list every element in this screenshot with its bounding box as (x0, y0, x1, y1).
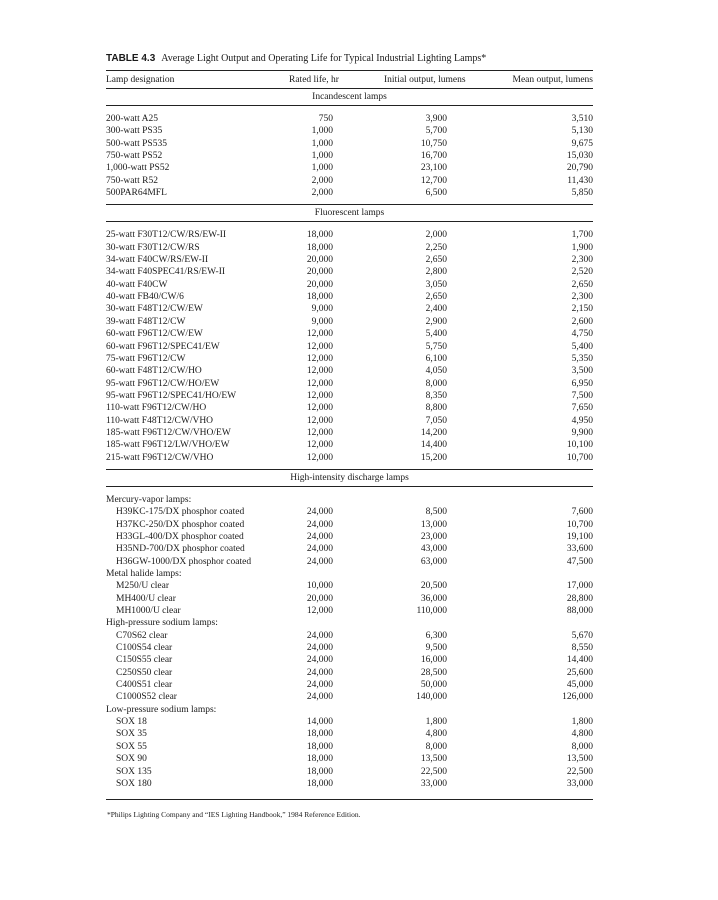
section-title (106, 90, 593, 104)
lamp-designation-cell: C70S62 clear (116, 630, 168, 641)
lamp-designation-cell: 1,000-watt PS52 (106, 163, 170, 174)
initial-output-cell: 20,500 (420, 581, 447, 592)
section-title-rule (106, 105, 593, 106)
table-body (106, 88, 593, 795)
mean-output-cell: 45,000 (566, 680, 593, 691)
table-row (106, 439, 593, 451)
table-bottom-rule (106, 799, 593, 800)
rated-life-cell: 20,000 (306, 267, 333, 278)
lamp-designation-cell: H33GL-400/DX phosphor coated (116, 531, 244, 542)
mean-output-cell: 10,700 (566, 519, 593, 530)
rated-life-cell: 9,000 (311, 304, 333, 315)
initial-output-cell: 43,000 (420, 544, 447, 555)
table-row (106, 162, 593, 174)
initial-output-cell: 2,400 (425, 304, 447, 315)
section-gap (106, 790, 593, 795)
table-header (106, 72, 593, 88)
table-caption (106, 52, 593, 66)
section-title (106, 206, 593, 220)
section-rule (106, 204, 593, 205)
group-heading: Low-pressure sodium lamps: (106, 704, 217, 715)
mean-output-cell: 126,000 (562, 692, 593, 703)
rated-life-cell: 12,000 (306, 390, 333, 401)
mean-output-cell: 1,800 (571, 717, 593, 728)
rated-life-cell: 1,000 (311, 151, 333, 162)
table-row (106, 113, 593, 125)
initial-output-cell: 2,000 (425, 230, 447, 241)
rated-life-cell: 2,000 (311, 188, 333, 199)
initial-output-cell: 33,000 (420, 778, 447, 789)
lamp-designation-cell: H35ND-700/DX phosphor coated (116, 544, 245, 555)
rated-life-cell: 1,000 (311, 163, 333, 174)
mean-output-cell: 2,300 (571, 292, 593, 303)
table-row (106, 266, 593, 278)
mean-output-cell: 7,650 (571, 403, 593, 414)
mean-output-cell: 2,650 (571, 279, 593, 290)
table-row (106, 642, 593, 654)
mean-output-cell: 5,350 (571, 353, 593, 364)
initial-output-cell: 5,750 (425, 341, 447, 352)
lamp-designation-cell: M250/U clear (116, 581, 170, 592)
mean-output-cell: 4,750 (571, 329, 593, 340)
lamp-designation-cell: 30-watt F48T12/CW/EW (106, 304, 203, 315)
lamp-designation-cell: 110-watt F48T12/CW/VHO (106, 415, 214, 426)
lamp-designation-cell: 25-watt F30T12/CW/RS/EW-II (106, 230, 227, 241)
initial-output-cell: 5,700 (425, 126, 447, 137)
document-page (106, 52, 593, 820)
table-row (106, 378, 593, 390)
mean-output-cell: 33,600 (566, 544, 593, 555)
rated-life-cell: 12,000 (306, 353, 333, 364)
table-row (106, 316, 593, 328)
table-row (106, 390, 593, 402)
rated-life-cell: 14,000 (306, 717, 333, 728)
table-row (106, 543, 593, 555)
rated-life-cell: 24,000 (306, 519, 333, 530)
initial-output-cell: 3,050 (425, 279, 447, 290)
initial-output-cell: 8,000 (425, 741, 447, 752)
initial-output-cell: 3,900 (425, 114, 447, 124)
mean-output-cell: 8,550 (571, 643, 593, 654)
section-title-text: High-intensity discharge lamps (290, 472, 409, 483)
lamp-designation-cell: SOX 135 (116, 766, 152, 777)
rated-life-cell: 12,000 (306, 366, 333, 377)
lamp-designation-cell: 75-watt F96T12/CW (106, 353, 186, 364)
mean-output-cell: 47,500 (566, 556, 593, 567)
mean-output-cell: 10,100 (566, 440, 593, 451)
lamp-designation-cell: 750-watt R52 (106, 175, 158, 186)
lamp-designation-cell: 60-watt F48T12/CW/HO (106, 366, 202, 377)
mean-output-cell: 3,510 (571, 114, 593, 124)
lamp-designation-cell: C400S51 clear (116, 680, 173, 691)
mean-output-cell: 9,675 (571, 138, 593, 149)
lamp-designation-cell: SOX 55 (116, 741, 147, 752)
rated-life-cell: 24,000 (306, 507, 333, 518)
table-row (106, 667, 593, 679)
table-row (106, 341, 593, 353)
lamp-designation-cell: 500-watt PS535 (106, 138, 167, 149)
mean-output-cell: 88,000 (566, 606, 593, 617)
section-title-rule (106, 486, 593, 487)
lamp-designation-cell: MH1000/U clear (116, 606, 181, 617)
mean-output-cell: 7,600 (571, 507, 593, 518)
table-row (106, 427, 593, 439)
header-initial-output: Initial output, lumens (384, 75, 466, 85)
section-rule (106, 88, 593, 89)
mean-output-cell: 5,130 (571, 126, 593, 137)
lamp-designation-cell: MH400/U clear (116, 593, 176, 604)
section-rows (106, 229, 593, 464)
table-row (106, 519, 593, 531)
lamp-designation-cell: SOX 35 (116, 729, 147, 740)
mean-output-cell: 6,950 (571, 378, 593, 389)
mean-output-cell: 5,670 (571, 630, 593, 641)
table-row (106, 556, 593, 568)
header-lamp-designation: Lamp designation (106, 75, 175, 85)
rated-life-cell: 750 (318, 114, 333, 124)
initial-output-cell: 23,000 (420, 531, 447, 542)
initial-output-cell: 9,500 (425, 643, 447, 654)
mean-output-cell: 2,520 (571, 267, 593, 278)
lamp-designation-cell: 215-watt F96T12/CW/VHO (106, 452, 214, 463)
table-row (106, 506, 593, 518)
mean-output-cell: 15,030 (566, 151, 593, 162)
table-row (106, 138, 593, 150)
table-row (106, 531, 593, 543)
rated-life-cell: 12,000 (306, 329, 333, 340)
section-title-text: Incandescent lamps (312, 92, 387, 102)
rated-life-cell: 18,000 (306, 741, 333, 752)
table-top-rule (106, 70, 593, 71)
lamp-designation-cell: C100S54 clear (116, 643, 173, 654)
table-row (106, 242, 593, 254)
mean-output-cell: 2,300 (571, 255, 593, 266)
lamp-designation-cell: 95-watt F96T12/SPEC41/HO/EW (106, 390, 237, 401)
section-title-text: Fluorescent lamps (314, 208, 385, 219)
rated-life-cell: 20,000 (306, 279, 333, 290)
table-row (106, 365, 593, 377)
initial-output-cell: 8,500 (425, 507, 447, 518)
mean-output-cell: 13,500 (566, 754, 593, 765)
initial-output-cell: 13,000 (420, 519, 447, 530)
mean-output-cell: 28,800 (566, 593, 593, 604)
mean-output-cell: 17,000 (566, 581, 593, 592)
rated-life-cell: 24,000 (306, 544, 333, 555)
rated-life-cell: 20,000 (306, 593, 333, 604)
rated-life-cell: 12,000 (306, 415, 333, 426)
mean-output-cell: 2,600 (571, 316, 593, 327)
rated-life-cell: 24,000 (306, 556, 333, 567)
rated-life-cell: 2,000 (311, 175, 333, 186)
lamp-designation-cell: 30-watt F30T12/CW/RS (106, 242, 200, 253)
table-label: TABLE 4.3 (106, 53, 156, 64)
lamp-designation-cell: 110-watt F96T12/CW/HO (106, 403, 207, 414)
table-row (106, 753, 593, 765)
table-row (106, 605, 593, 617)
table-row (106, 728, 593, 740)
rated-life-cell: 24,000 (306, 667, 333, 678)
rated-life-cell: 18,000 (306, 778, 333, 789)
initial-output-cell: 5,400 (425, 329, 447, 340)
initial-output-cell: 7,050 (425, 415, 447, 426)
table-row (106, 279, 593, 291)
mean-output-cell: 1,700 (571, 230, 593, 241)
mean-output-cell: 5,400 (571, 341, 593, 352)
lamp-designation-cell: 40-watt F40CW (106, 279, 168, 290)
mean-output-cell: 1,900 (571, 242, 593, 253)
mean-output-cell: 25,600 (566, 667, 593, 678)
initial-output-cell: 8,000 (425, 378, 447, 389)
lamp-designation-cell: 40-watt FB40/CW/6 (106, 292, 184, 303)
lamp-designation-cell: 750-watt PS52 (106, 151, 163, 162)
section-rows (106, 494, 593, 790)
table-row (106, 630, 593, 642)
mean-output-cell: 22,500 (566, 766, 593, 777)
initial-output-cell: 2,900 (425, 316, 447, 327)
initial-output-cell: 1,800 (425, 717, 447, 728)
initial-output-cell: 2,650 (425, 292, 447, 303)
rated-life-cell: 12,000 (306, 403, 333, 414)
section-title-rule (106, 221, 593, 222)
mean-output-cell: 9,900 (571, 427, 593, 438)
mean-output-cell: 5,850 (571, 188, 593, 199)
lamp-designation-cell: SOX 90 (116, 754, 147, 765)
table-row (106, 303, 593, 315)
rated-life-cell: 12,000 (306, 427, 333, 438)
initial-output-cell: 14,400 (420, 440, 447, 451)
rated-life-cell: 24,000 (306, 531, 333, 542)
lamp-designation-cell: C150S55 clear (116, 655, 173, 666)
initial-output-cell: 16,700 (420, 151, 447, 162)
initial-output-cell: 14,200 (420, 427, 447, 438)
table-row (106, 580, 593, 592)
rated-life-cell: 24,000 (306, 655, 333, 666)
table-row (106, 353, 593, 365)
lamp-designation-cell: SOX 18 (116, 717, 147, 728)
initial-output-cell: 22,500 (420, 766, 447, 777)
initial-output-cell: 140,000 (416, 692, 447, 703)
table-row (106, 415, 593, 427)
table-row (106, 741, 593, 753)
rated-life-cell: 18,000 (306, 292, 333, 303)
initial-output-cell: 63,000 (420, 556, 447, 567)
table-row (106, 402, 593, 414)
mean-output-cell: 3,500 (571, 366, 593, 377)
lamp-designation-cell: 185-watt F96T12/CW/VHO/EW (106, 427, 231, 438)
header-mean-output: Mean output, lumens (512, 75, 593, 85)
initial-output-cell: 13,500 (420, 754, 447, 765)
rated-life-cell: 10,000 (306, 581, 333, 592)
lamp-designation-cell: 39-watt F48T12/CW (106, 316, 186, 327)
initial-output-cell: 4,050 (425, 366, 447, 377)
table-row (106, 679, 593, 691)
lamp-designation-cell: 34-watt F40SPEC41/RS/EW-II (106, 267, 226, 278)
mean-output-cell: 10,700 (566, 452, 593, 463)
initial-output-cell: 6,300 (425, 630, 447, 641)
lamp-designation-cell: 34-watt F40CW/RS/EW-II (106, 255, 209, 266)
rated-life-cell: 18,000 (306, 754, 333, 765)
initial-output-cell: 28,500 (420, 667, 447, 678)
rated-life-cell: 20,000 (306, 255, 333, 266)
rated-life-cell: 18,000 (306, 766, 333, 777)
group-heading: Metal halide lamps: (106, 569, 182, 579)
mean-output-cell: 4,800 (571, 729, 593, 740)
table-row (106, 452, 593, 464)
lamp-designation-cell: C250S50 clear (116, 667, 173, 678)
initial-output-cell: 110,000 (416, 606, 447, 617)
rated-life-cell: 18,000 (306, 230, 333, 241)
rated-life-cell: 1,000 (311, 138, 333, 149)
section-title (106, 471, 593, 485)
table-row (106, 150, 593, 162)
table-title: Average Light Output and Operating Life for Typical Industrial Lighting Lamps* (161, 53, 487, 64)
mean-output-cell: 4,950 (571, 415, 593, 426)
initial-output-cell: 36,000 (420, 593, 447, 604)
table-row (106, 593, 593, 605)
lamp-designation-cell: SOX 180 (116, 778, 152, 789)
mean-output-cell: 2,150 (571, 304, 593, 315)
initial-output-cell: 8,800 (425, 403, 447, 414)
initial-output-cell: 12,700 (420, 175, 447, 186)
table-row (106, 328, 593, 340)
lamp-designation-cell: H39KC-175/DX phosphor coated (116, 507, 245, 518)
rated-life-cell: 12,000 (306, 378, 333, 389)
initial-output-cell: 8,350 (425, 390, 447, 401)
lamp-designation-cell: C1000S52 clear (116, 692, 177, 703)
lamp-designation-cell: H36GW-1000/DX phosphor coated (116, 556, 252, 567)
mean-output-cell: 33,000 (566, 778, 593, 789)
table-row (106, 778, 593, 790)
table-row (106, 654, 593, 666)
lamp-designation-cell: 300-watt PS35 (106, 126, 163, 137)
mean-output-cell: 7,500 (571, 390, 593, 401)
table-row (106, 254, 593, 266)
table-row (106, 291, 593, 303)
rated-life-cell: 24,000 (306, 692, 333, 703)
rated-life-cell: 24,000 (306, 643, 333, 654)
initial-output-cell: 2,800 (425, 267, 447, 278)
header-rated-life: Rated life, hr (289, 75, 339, 85)
mean-output-cell: 14,400 (566, 655, 593, 666)
table-row (106, 766, 593, 778)
rated-life-cell: 24,000 (306, 630, 333, 641)
section-rows (106, 113, 593, 199)
initial-output-cell: 2,250 (425, 242, 447, 253)
table-row (106, 125, 593, 137)
rated-life-cell: 12,000 (306, 341, 333, 352)
rated-life-cell: 12,000 (306, 440, 333, 451)
initial-output-cell: 4,800 (425, 729, 447, 740)
initial-output-cell: 16,000 (420, 655, 447, 666)
group-heading: Mercury-vapor lamps: (106, 494, 192, 505)
initial-output-cell: 6,100 (425, 353, 447, 364)
rated-life-cell: 18,000 (306, 729, 333, 740)
rated-life-cell: 12,000 (306, 452, 333, 463)
lamp-designation-cell: 200-watt A25 (106, 114, 158, 124)
lamp-designation-cell: 185-watt F96T12/LW/VHO/EW (106, 440, 230, 451)
initial-output-cell: 23,100 (420, 163, 447, 174)
rated-life-cell: 9,000 (311, 316, 333, 327)
section-rule (106, 469, 593, 470)
lamp-designation-cell: 60-watt F96T12/CW/EW (106, 329, 203, 340)
table-row (106, 175, 593, 187)
lamp-designation-cell: 95-watt F96T12/CW/HO/EW (106, 378, 220, 389)
rated-life-cell: 1,000 (311, 126, 333, 137)
lamp-designation-cell: 500PAR64MFL (106, 188, 167, 199)
table-row (106, 187, 593, 199)
mean-output-cell: 8,000 (571, 741, 593, 752)
initial-output-cell: 6,500 (425, 188, 447, 199)
table-footnote: *Philips Lighting Company and “IES Lighting Handbook,” 1984 Reference Edition. (107, 810, 361, 820)
rated-life-cell: 12,000 (306, 606, 333, 617)
initial-output-cell: 2,650 (425, 255, 447, 266)
lamp-designation-cell: 60-watt F96T12/SPEC41/EW (106, 341, 220, 352)
rated-life-cell: 24,000 (306, 680, 333, 691)
mean-output-cell: 11,430 (567, 175, 593, 186)
initial-output-cell: 50,000 (420, 680, 447, 691)
lamp-designation-cell: H37KC-250/DX phosphor coated (116, 519, 245, 530)
rated-life-cell: 18,000 (306, 242, 333, 253)
table-row (106, 716, 593, 728)
mean-output-cell: 19,100 (566, 531, 593, 542)
group-heading: High-pressure sodium lamps: (106, 618, 218, 629)
mean-output-cell: 20,790 (566, 163, 593, 174)
table-row (106, 691, 593, 703)
initial-output-cell: 15,200 (420, 452, 447, 463)
table-row (106, 229, 593, 241)
initial-output-cell: 10,750 (420, 138, 447, 149)
